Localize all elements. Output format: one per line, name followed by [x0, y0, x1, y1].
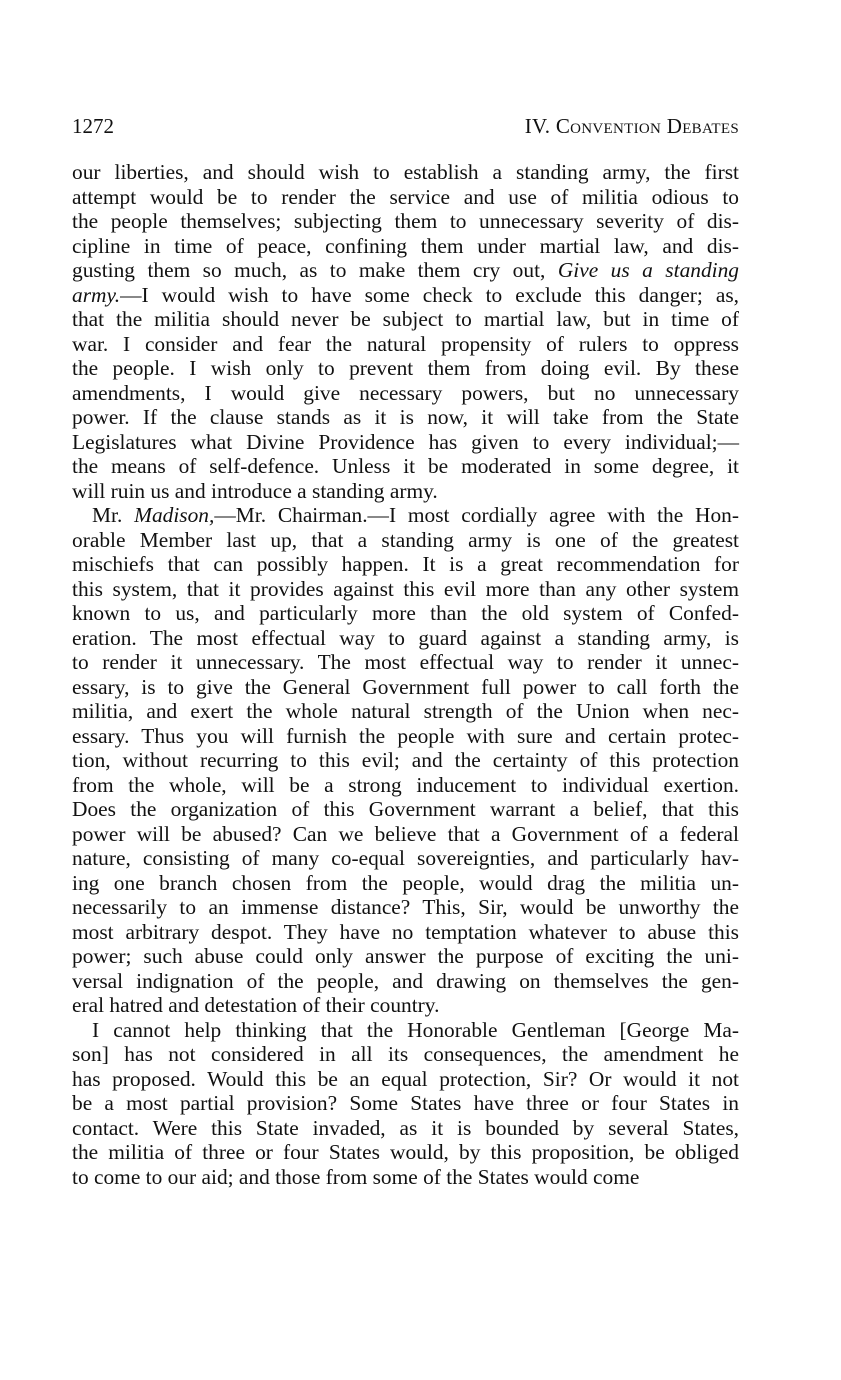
text-line: most arbitrary despot. They have no temptation whatever to abuse this	[72, 919, 739, 944]
text-line: eral hatred and detestation of their country.	[72, 993, 440, 1017]
italic-text: Madison,	[134, 503, 215, 527]
text-line: known to us, and particularly more than the old system of Confed-	[72, 601, 739, 625]
text-line: power will be abused? Can we believe that a Government of a federal	[72, 821, 739, 846]
paragraph	[72, 160, 739, 503]
text-line: tion, without recurring to this evil; and the certainty of this protection	[72, 748, 739, 772]
text-line: amendments, I would give necessary powers, but no unnecessary	[72, 380, 739, 405]
paragraph	[72, 503, 739, 1018]
text-line: the people themselves; subjecting them to unnecessary severity of dis-	[72, 209, 739, 233]
text-line: essary. Thus you will furnish the people with sure and certain protec-	[72, 723, 739, 748]
text-line: will ruin us and introduce a standing army.	[72, 478, 438, 503]
text-line: power. If the clause stands as it is now, it will take from the State	[72, 405, 739, 429]
text-line: war. I consider and fear the natural propensity of rulers to oppress	[72, 331, 739, 356]
text-line: power; such abuse could only answer the purpose of exciting the uni-	[72, 944, 739, 968]
text-line: that the militia should never be subject to martial law, but in time of	[72, 307, 739, 331]
running-header	[72, 114, 739, 138]
text-line: orable Member last up, that a standing army is one of the greatest	[72, 527, 739, 552]
text-line: eration. The most effectual way to guard against a standing army, is	[72, 625, 739, 650]
text-line: Legislatures what Divine Providence has given to every individual;—	[72, 429, 739, 454]
section-title: IV. Convention Debates	[524, 114, 739, 138]
text-line: the means of self-defence. Unless it be moderated in some degree, it	[72, 454, 739, 478]
text-line: Mr. Madison,—Mr. Chairman.—I most cordially agree with the Hon-	[92, 503, 739, 527]
text-line: be a most partial provision? Some States have three or four States in	[72, 1091, 739, 1115]
text-line: from the whole, will be a strong inducement to individual exertion.	[72, 772, 739, 797]
italic-text: army.	[72, 282, 121, 307]
text-line: army.—I would wish to have some check to exclude this danger; as,	[72, 282, 739, 307]
text-line: mischiefs that can possibly happen. It is a great recommendation for	[72, 552, 739, 576]
text-line: essary, is to give the General Government full power to call forth the	[72, 674, 739, 699]
text-line: Does the organization of this Government warrant a belief, that this	[72, 797, 739, 821]
text-line: versal indignation of the people, and drawing on themselves the gen-	[72, 968, 739, 993]
text-line: the militia of three or four States would, by this proposition, be obliged	[72, 1140, 739, 1164]
body-text	[72, 160, 739, 1189]
text-line: gusting them so much, as to make them cry out, Give us a standing	[72, 258, 739, 282]
paragraph	[72, 1018, 739, 1190]
text-line: cipline in time of peace, confining them under martial law, and dis-	[72, 233, 739, 258]
text-line: has proposed. Would this be an equal protection, Sir? Or would it not	[72, 1066, 739, 1091]
text-line: our liberties, and should wish to establish a standing army, the first	[72, 160, 739, 184]
text-line: necessarily to an immense distance? This, Sir, would be unworthy the	[72, 895, 739, 919]
text-line: son] has not considered in all its consequences, the amendment he	[72, 1042, 739, 1066]
text-line: this system, that it provides against this evil more than any other system	[72, 576, 739, 601]
text-line: nature, consisting of many co-equal sovereignties, and particularly hav-	[72, 846, 739, 870]
text-line: contact. Were this State invaded, as it is bounded by several States,	[72, 1115, 739, 1140]
text-line: to come to our aid; and those from some of the States would come	[72, 1164, 640, 1189]
text-line: militia, and exert the whole natural strength of the Union when nec-	[72, 699, 739, 723]
text-line: to render it unnecessary. The most effectual way to render it unnec-	[72, 650, 739, 674]
text-line: the people. I wish only to prevent them from doing evil. By these	[72, 356, 739, 380]
page-number: 1272	[72, 114, 114, 138]
italic-text: Give us a standing	[557, 258, 739, 282]
text-line: I cannot help thinking that the Honorable Gentleman [George Ma-	[92, 1017, 739, 1042]
text-line: ing one branch chosen from the people, would drag the militia un-	[72, 870, 739, 895]
text-line: attempt would be to render the service and use of militia odious to	[72, 184, 739, 209]
